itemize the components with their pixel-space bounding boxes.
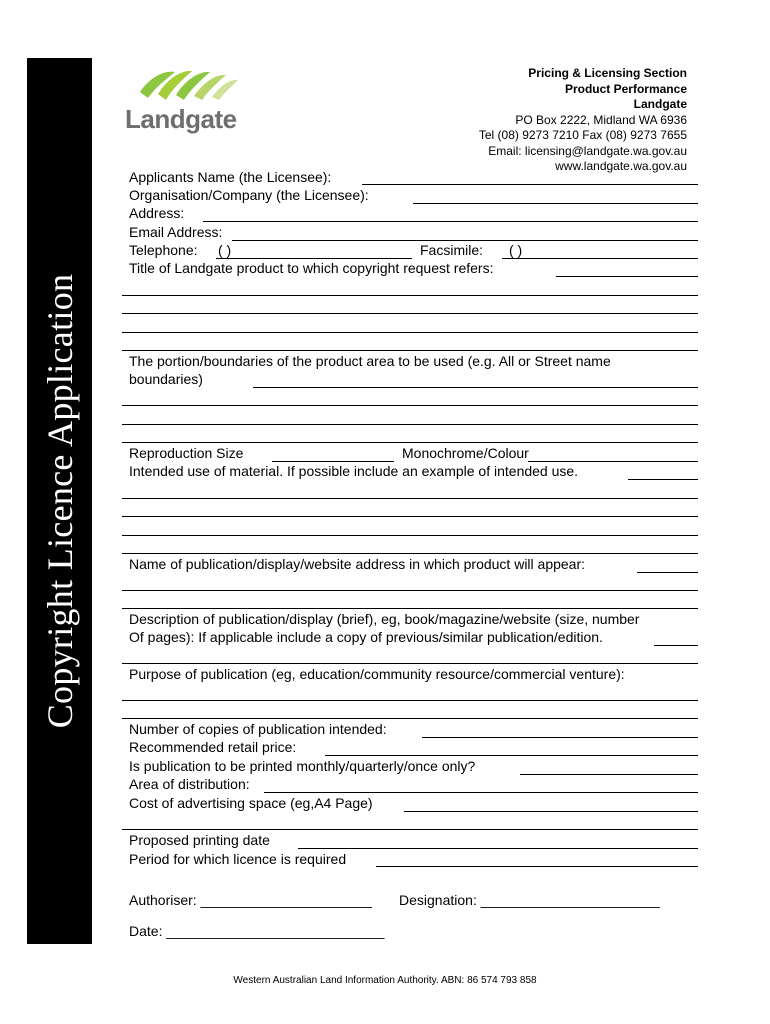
publication-name-field[interactable] xyxy=(637,572,698,573)
email-label: Email Address: xyxy=(129,224,223,240)
product-title-field[interactable] xyxy=(556,276,698,277)
advertising-label: Cost of advertising space (eg,A4 Page) xyxy=(129,795,373,811)
copies-label: Number of copies of publication intended: xyxy=(129,721,387,737)
purpose-line-2[interactable] xyxy=(122,718,698,719)
description-field[interactable] xyxy=(654,645,698,646)
reproduction-size-label: Reproduction Size xyxy=(129,445,244,461)
intended-use-line-3[interactable] xyxy=(122,516,698,517)
header-org: Landgate xyxy=(633,97,687,111)
address-label: Address: xyxy=(129,205,185,221)
publication-name-line-2[interactable] xyxy=(122,590,698,591)
publication-name-line-3[interactable] xyxy=(122,608,698,609)
intended-use-field[interactable] xyxy=(628,479,698,480)
designation-field[interactable]: Designation: _______________________ xyxy=(399,892,660,908)
copies-field[interactable] xyxy=(422,737,698,738)
product-title-line-3[interactable] xyxy=(122,313,698,314)
description-label-line1: Description of publication/display (brief), eg, book/magazine/website (size, number xyxy=(129,611,640,627)
intended-use-label: Intended use of material. If possible include an example of intended use. xyxy=(129,463,579,479)
retail-price-label: Recommended retail price: xyxy=(129,739,297,755)
email-field[interactable] xyxy=(232,240,698,241)
description-line-2[interactable] xyxy=(122,663,698,664)
form-title: Copyright Licence Application xyxy=(39,273,80,729)
product-title-line-4[interactable] xyxy=(122,332,698,333)
authoriser-field[interactable]: Authoriser: ______________________ xyxy=(129,892,372,908)
publication-name-label: Name of publication/display/website address in which product will appear: xyxy=(129,556,586,572)
portion-line-2[interactable] xyxy=(122,405,698,406)
licence-period-label: Period for which licence is required xyxy=(129,851,347,867)
product-title-label: Title of Landgate product to which copyright request refers: xyxy=(129,260,494,276)
printing-date-label: Proposed printing date xyxy=(129,832,270,848)
distribution-field[interactable] xyxy=(264,792,698,793)
telephone-label: Telephone: xyxy=(129,242,198,258)
portion-line-3[interactable] xyxy=(122,424,698,425)
advertising-line-2[interactable] xyxy=(122,829,698,830)
logo-wordmark: Landgate xyxy=(125,104,237,134)
facsimile-brackets: ( ) xyxy=(509,242,523,258)
purpose-label: Purpose of publication (eg, education/community resource/commercial venture): xyxy=(129,666,625,682)
portion-field[interactable] xyxy=(253,387,698,388)
portion-label-line1: The portion/boundaries of the product area to be used (e.g. All or Street name xyxy=(129,353,611,369)
header-dept: Product Performance xyxy=(564,81,687,96)
intended-use-line-4[interactable] xyxy=(122,535,698,536)
intended-use-line-5[interactable] xyxy=(122,553,698,554)
header-web: www.landgate.wa.gov.au xyxy=(555,159,687,173)
product-title-line-5[interactable] xyxy=(122,350,698,351)
frequency-label: Is publication to be printed monthly/quarterly/once only? xyxy=(129,758,476,774)
facsimile-label: Facsimile: xyxy=(420,242,484,258)
printing-date-field[interactable] xyxy=(298,848,698,849)
applicant-name-field[interactable] xyxy=(362,184,698,185)
sidebar-banner xyxy=(27,58,92,944)
telephone-field[interactable] xyxy=(216,258,412,259)
description-label-line2: Of pages): If applicable include a copy of previous/similar publication/edition. xyxy=(129,629,603,645)
intended-use-line-2[interactable] xyxy=(122,498,698,499)
distribution-label: Area of distribution: xyxy=(129,776,250,792)
licence-period-field[interactable] xyxy=(376,866,698,867)
address-field[interactable] xyxy=(203,221,698,222)
header-phone: Tel (08) 9273 7210 Fax (08) 9273 7655 xyxy=(478,128,687,142)
monochrome-label: Monochrome/Colour xyxy=(402,445,529,461)
advertising-field[interactable] xyxy=(404,811,698,812)
portion-label-line2: boundaries) xyxy=(129,371,203,387)
facsimile-field[interactable] xyxy=(502,258,698,259)
product-title-line-2[interactable] xyxy=(122,295,698,296)
purpose-line-1[interactable] xyxy=(122,700,698,701)
portion-line-4[interactable] xyxy=(122,442,698,443)
contact-header xyxy=(479,66,687,175)
reproduction-size-field[interactable] xyxy=(272,461,394,462)
frequency-field[interactable] xyxy=(520,774,698,775)
date-field[interactable]: Date: ____________________________ xyxy=(129,923,385,939)
telephone-brackets: ( ) xyxy=(218,242,232,258)
organisation-label: Organisation/Company (the Licensee): xyxy=(129,187,369,203)
header-email: Email: licensing@landgate.wa.gov.au xyxy=(488,143,687,158)
monochrome-field[interactable] xyxy=(528,461,698,462)
retail-price-field[interactable] xyxy=(325,755,698,756)
header-section: Pricing & Licensing Section xyxy=(528,66,687,80)
header-address: PO Box 2222, Midland WA 6936 xyxy=(515,112,687,127)
applicant-name-label: Applicants Name (the Licensee): xyxy=(129,169,332,185)
organisation-field[interactable] xyxy=(413,203,698,204)
footer-text: Western Australian Land Information Authority. ABN: 86 574 793 858 xyxy=(233,975,537,986)
